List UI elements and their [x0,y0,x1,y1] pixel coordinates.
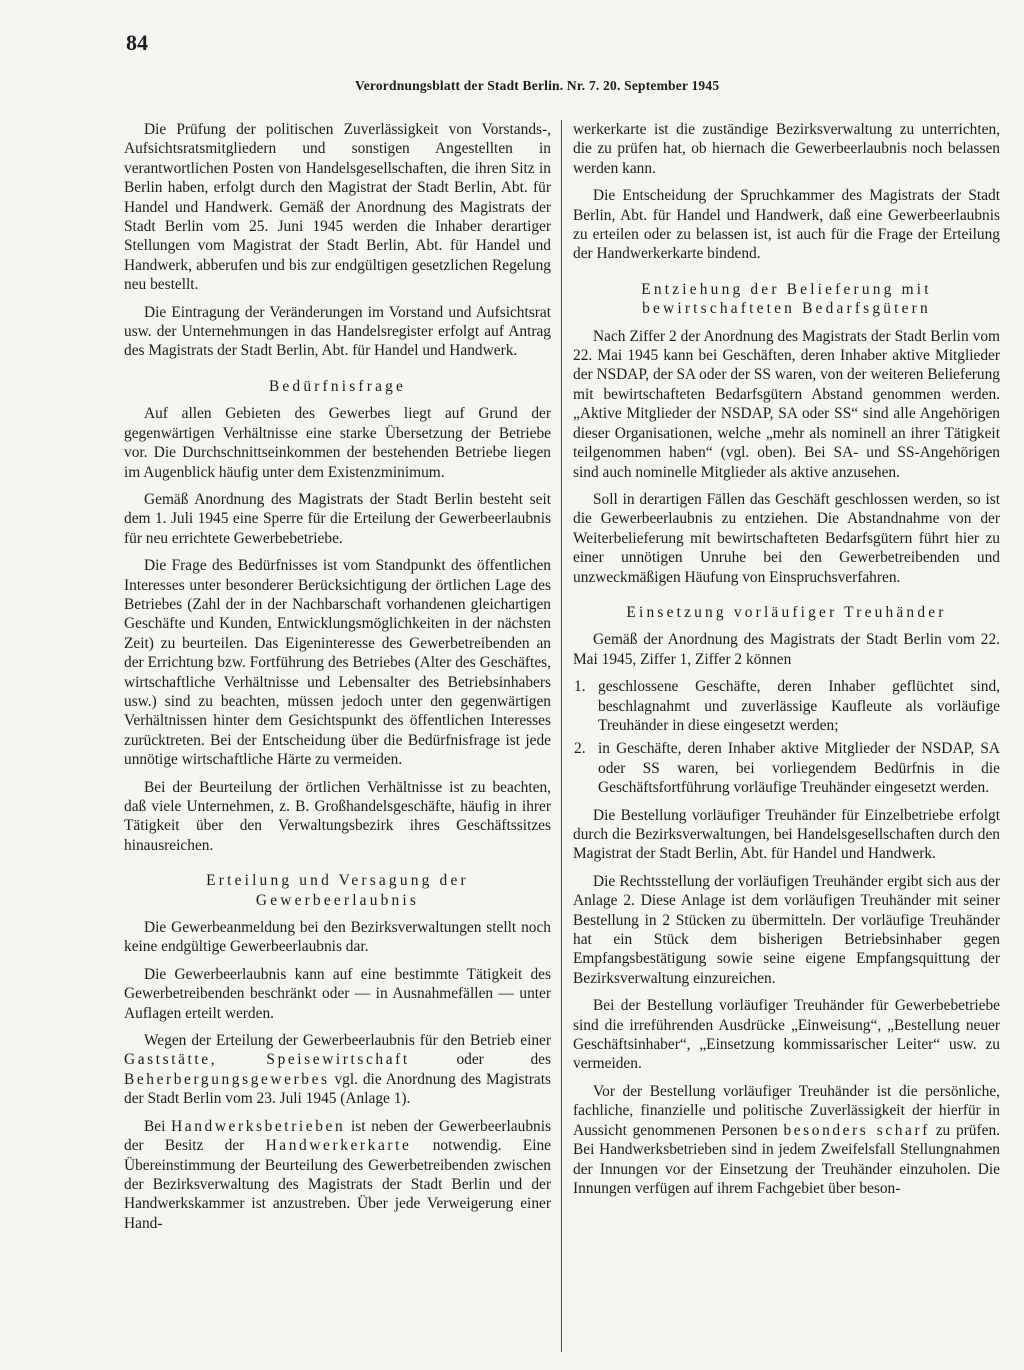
paragraph [573,1082,1000,1198]
paragraph: Nach Ziffer 2 der Anordnung des Magistrats der Stadt Berlin vom 22. Mai 1945 kann bei Geschäften, deren Inhaber aktive Mitglieder der NSDAP, der SA oder der SS waren, von der weiteren Belieferung mit bewirtschafteten Bedarfsgütern Abstand genommen werden. „Aktive Mitglieder der NSDAP, SA oder SS“ sind alle Angehörigen dieser Organisationen, welche „mehr als nominell an ihrer Tätigkeit teilgenommen haben“ (vgl. oben). Bei SA- und SS-Angehörigen sind auch nominelle Mitglieder als aktive anzusehen. [573,327,1000,481]
text-run: Vor der Bestellung vorläufiger Treuhänder ist die persönliche, fachliche, finanzielle und politische Zuverlässigkeit der hierfür in Aussicht genommenen Personen [573,1082,1000,1139]
page-number: 84 [126,30,148,55]
paragraph: Die Gewerbeanmeldung bei den Bezirksverwaltungen stellt noch keine endgültige Gewerbeerlaubnis dar. [124,919,551,956]
text-run: notwendig. Eine Übereinstimmung der Beurteilung des Gewerbetreibenden zwischen der Bezirksverwaltung des Magistrats der Stadt Berlin und der Handwerkskammer ist anzustreben. Über jede Verweigerung einer Hand- [124,1137,551,1232]
text-run: oder des [456,1051,551,1069]
paragraph: Die Eintragung der Veränderungen im Vorstand und Aufsichtsrat usw. der Unternehmungen in das Handelsregister erfolgt auf Antrag des Magistrats der Stadt Berlin, Abt. für Handel und Handwerk. [124,303,551,360]
list-item [573,677,1000,735]
paragraph: werkerkarte ist die zuständige Bezirksverwaltung zu unterrichten, die zu prüfen hat, ob hiernach die Gewerbeerlaubnis noch belassen werden kann. [573,121,1000,177]
text-run: ist neben der Gewerbeerlaubnis der Besitz der [124,1117,551,1155]
running-head: Verordnungsblatt der Stadt Berlin. Nr. 7. 20. September 1945 [355,78,720,93]
paragraph: Die Rechtsstellung der vorläufigen Treuhänder ergibt sich aus der Anlage 2. Diese Anlage ist dem vorläufigen Treuhänder mit seiner Bestellung in 2 Stücken zu übermitteln. Der vorläufige Treuhänder hat ein Stück dem bisherigen Betriebsinhaber gegen Empfangsbestätigung sowie seine eigene Empfangsquittung der Bezirksverwaltung einzureichen. [573,872,1000,987]
spaced-term: Gaststätte, Speisewirtschaft [124,1051,410,1069]
left-column [124,120,551,1365]
section-heading-entziehung: Entziehung der Belieferung mit bewirtschafteten Bedarfsgütern [641,280,932,318]
section-heading-treuhaender: Einsetzung vorläufiger Treuhänder [626,603,947,621]
list-item [573,739,1000,797]
paragraph: Die Gewerbeerlaubnis kann auf eine bestimmte Tätigkeit des Gewerbetreibenden beschränkt oder — in Ausnahmefällen — unter Auflagen erteilt werden. [124,965,551,1022]
paragraph [124,1031,551,1109]
paragraph: Soll in derartigen Fällen das Geschäft geschlossen werden, so ist die Gewerbeerlaubnis zu entziehen. Die Abstandnahme von der Weiterbelieferung mit bewirtschafteten Bedarfsgütern führt hier zu einer unnötigen Unruhe bei den Gewerbetreibenden und unzweckmäßigen Häufung von Einspruchsverfahren. [573,490,1000,586]
numbered-list [573,677,1000,797]
paragraph: Bei der Bestellung vorläufiger Treuhänder für Gewerbebetriebe sind die irreführenden Ausdrücke „Einweisung“, „Bestellung neuer Geschäftsinhaber“, „Einsetzung kommissarischer Leiter“ usw. zu vermeiden. [573,997,1000,1073]
text-run: Wegen der Erteilung der Gewerbeerlaubnis für den Betrieb einer [144,1032,551,1050]
paragraph: Auf allen Gebieten des Gewerbes liegt auf Grund der gegenwärtigen Verhältnisse eine starke Übersetzung der Betriebe vor. Die Durchschnittseinkommen der bestehenden Betriebe liegen im Augenblick häufig unter dem Existenzminimum. [124,405,551,481]
list-number: 1. [574,678,586,696]
paragraph: Gemäß Anordnung des Magistrats der Stadt Berlin besteht seit dem 1. Juli 1945 eine Sperre für die Erteilung der Gewerbeerlaubnis für neu errichtete Gewerbebetriebe. [124,490,551,547]
text-run: Bei [144,1117,166,1135]
spaced-term: besonders scharf [783,1121,930,1139]
paragraph: Die Bestellung vorläufiger Treuhänder für Einzelbetriebe erfolgt durch die Bezirksverwaltungen, bei Handelsgesellschaften durch den Magistrat der Stadt Berlin, Abt. für Handel und Handwerk. [573,806,1000,863]
paragraph: Bei der Beurteilung der örtlichen Verhältnisse ist zu beachten, daß viele Unternehmen, z. B. Großhandelsgeschäfte, häufig in ihrer Tätigkeit über den Verwaltungsbezirk ihres Geschäftssitzes hinausreichen. [124,778,551,854]
paragraph [124,1117,551,1233]
spaced-term: Handwerkerkarte [265,1137,412,1155]
list-text: geschlossene Geschäfte, deren Inhaber geflüchtet sind, beschlagnahmt und zuverlässige Kaufleute als vorläufige Treuhänder in diese eingesetzt werden; [598,678,1000,734]
paragraph: Die Entscheidung der Spruchkammer des Magistrats der Stadt Berlin, Abt. für Handel und Handwerk, daß eine Gewerbeerlaubnis zu erteilen oder zu belassen ist, ist auch für die Frage der Erteilung der Handwerkerkarte bindend. [573,187,1000,263]
section-heading-beduerfnisfrage: Bedürfnisfrage [268,377,407,395]
text-run: zu prüfen. Bei Handwerksbetrieben sind in jedem Zweifelsfall Stellungnahmen der Innungen vor der Einsetzung der Treuhänder einzuholen. Die Innungen verfügen auf ihrem Fachgebiet über beson- [573,1121,1000,1197]
list-text: in Geschäfte, deren Inhaber aktive Mitglieder der NSDAP, SA oder SS waren, bei vorliegendem Bedürfnis in die Geschäftsfortführung vorläufige Treuhänder eingesetzt werden. [598,740,1000,797]
paragraph: Die Frage des Bedürfnisses ist vom Standpunkt des öffentlichen Interesses unter besonderer Berücksichtigung der örtlichen Lage des Betriebes (Zahl der in der Nachbarschaft vorhandenen gleichartigen Geschäfte und Kunden, Entwicklungsmöglichkeiten in der nächsten Zeit) zu beurteilen. Das Eigeninteresse des Gewerbetreibenden an der Errichtung bzw. Fortführung des Betriebes (Alter des Geschäftes, wirtschaftliche Verhältnisse und Lebensalter des Betriebsinhabers usw.) sind zu beachten, müssen jedoch unter den gegenwärtigen Verhältnissen hinter dem Gesichtspunkt des öffentlichen Interesses zurücktreten. Bei der Entscheidung über die Bedürfnisfrage ist jede unnötige wirtschaftliche Härte zu vermeiden. [124,557,551,769]
text-run: vgl. die Anordnung des Magistrats der Stadt Berlin vom 23. Juli 1945 (Anlage 1). [124,1070,551,1108]
right-column [573,120,1000,1365]
spaced-term: Beherbergungsgewerbes [124,1070,330,1088]
list-number: 2. [574,740,586,758]
paragraph: Gemäß der Anordnung des Magistrats der Stadt Berlin vom 22. Mai 1945, Ziffer 1, Ziffer 2 können [573,631,1000,668]
column-divider [561,120,562,1352]
section-heading-erteilung: Erteilung und Versagung der Gewerbeerlaubnis [206,872,469,909]
spaced-term: Handwerksbetrieben [171,1117,346,1135]
paragraph: Die Prüfung der politischen Zuverlässigkeit von Vorstands-, Aufsichtsratsmitgliedern und sonstigen Angestellten in verantwortlichen Posten von Handelsgesellschaften, die ihren Sitz in Berlin haben, erfolgt durch den Magistrat der Stadt Berlin, Abt. für Handel und Handwerk. Gemäß der Anordnung des Magistrats der Stadt Berlin vom 25. Juni 1945 werden die Inhaber derartiger Stellungen vom Magistrat der Stadt Berlin, Abt. für Handel und Handwerk, abberufen und bis zur endgültigen gesetzlichen Regelung neu bestellt. [124,121,551,294]
